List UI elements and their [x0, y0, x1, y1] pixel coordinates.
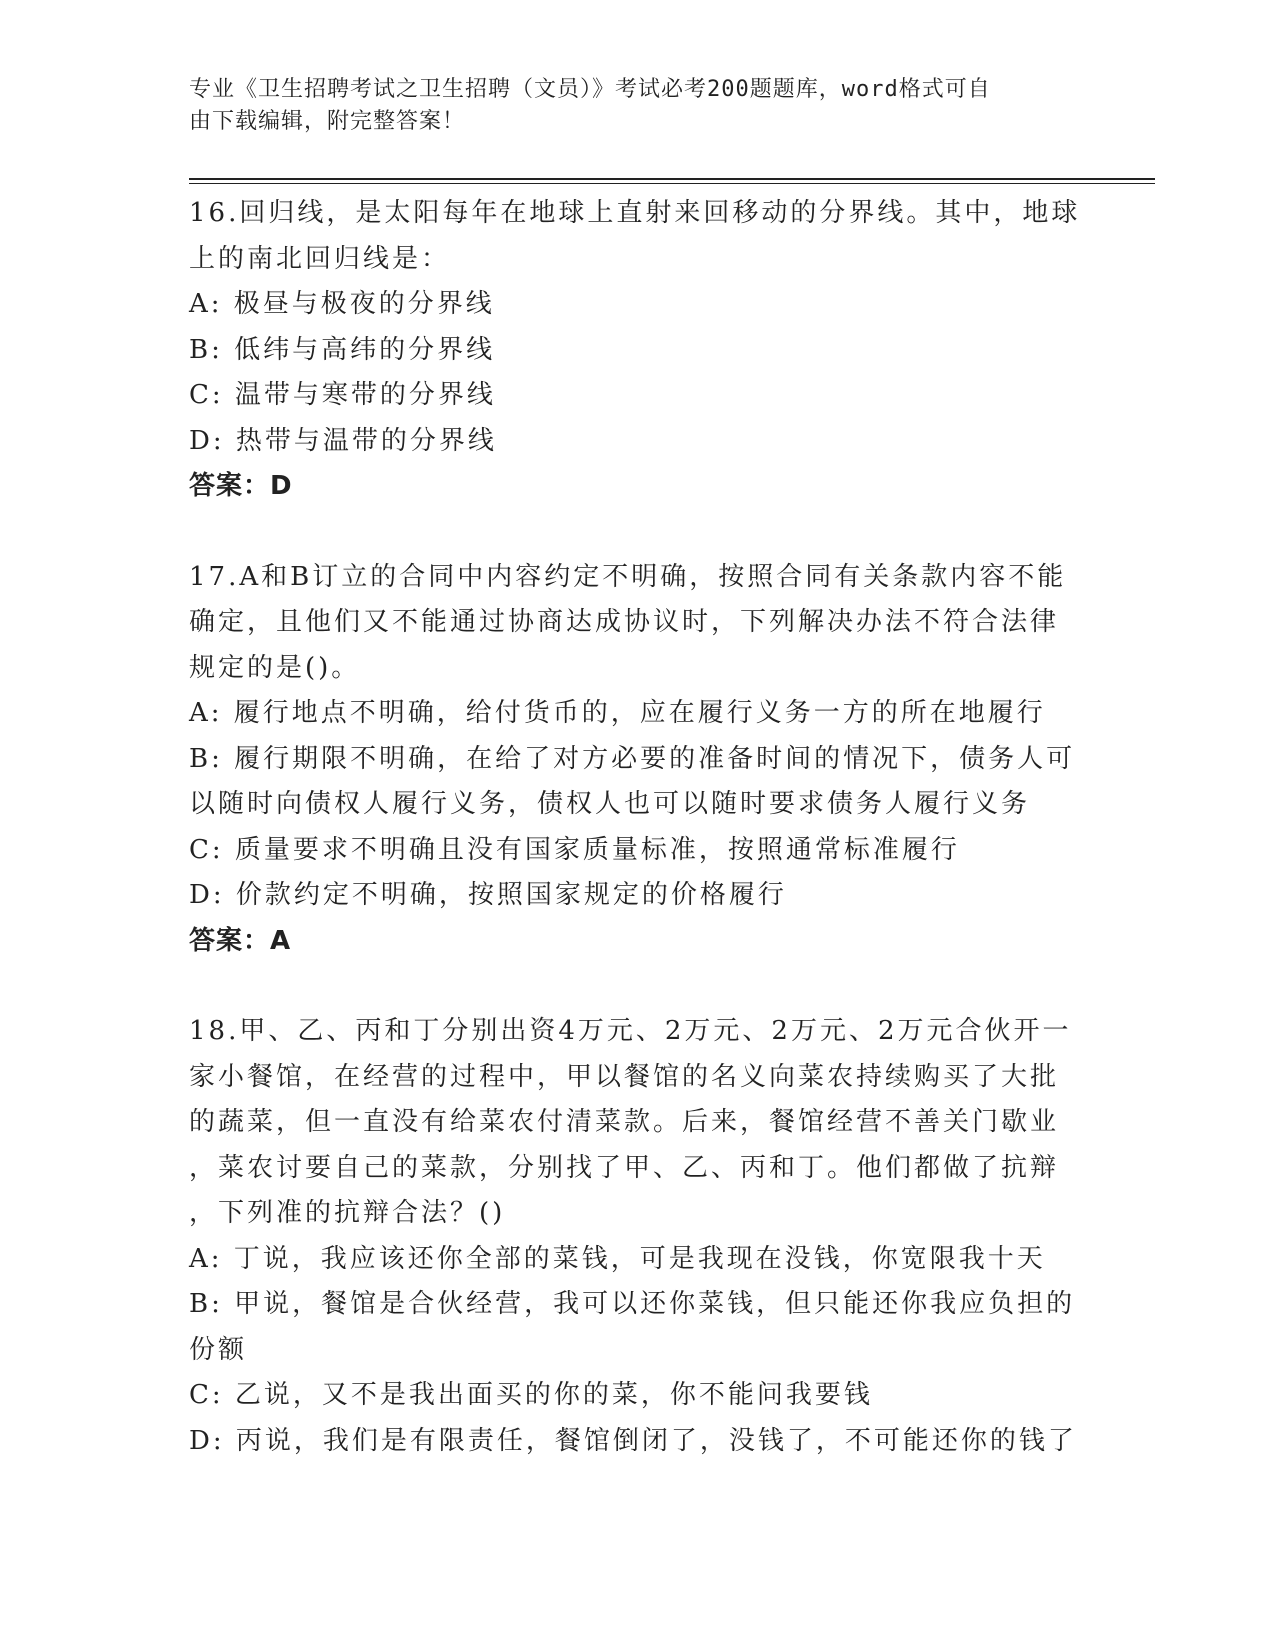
- question-17: [189, 555, 1089, 965]
- header-divider-thick: [189, 178, 1155, 180]
- option-b-continued: 以随时向债权人履行义务，债权人也可以随时要求债务人履行义务: [189, 789, 1031, 819]
- question-stem-line: ，下列准的抗辩合法？(): [189, 1198, 506, 1228]
- question-stem-line: 规定的是()。: [189, 652, 361, 683]
- question-stem-line: 上的南北回归线是：: [189, 243, 451, 274]
- question-stem-line: 确定，且他们又不能通过协商达成协议时，下列解决办法不符合法律: [189, 607, 1060, 637]
- option-b: B: 甲说，餐馆是合伙经营，我可以还你菜钱，但只能还你我应负担的: [189, 1289, 1076, 1319]
- option-d: D: 丙说，我们是有限责任，餐馆倒闭了，没钱了，不可能还你的钱了: [189, 1425, 1077, 1456]
- option-b: B: 低纬与高纬的分界线: [189, 334, 496, 365]
- answer-label: 答案：D: [189, 471, 293, 501]
- option-a: A: 履行地点不明确，给付货币的，应在履行义务一方的所在地履行: [189, 698, 1046, 728]
- question-stem-line: 17.A和B订立的合同中内容约定不明确，按照合同有关条款内容不能: [189, 561, 1067, 592]
- option-d: D: 价款约定不明确，按照国家规定的价格履行: [189, 880, 787, 910]
- document-header: [189, 74, 1069, 138]
- option-a: A: 丁说，我应该还你全部的菜钱，可是我现在没钱，你宽限我十天: [189, 1243, 1046, 1274]
- answer-label: 答案：A: [189, 925, 292, 956]
- option-c: C: 质量要求不明确且没有国家质量标准，按照通常标准履行: [189, 834, 960, 865]
- option-c: C: 温带与寒带的分界线: [189, 380, 496, 410]
- question-stem-line: 家小餐馆，在经营的过程中，甲以餐馆的名义向菜农持续购买了大批: [189, 1061, 1060, 1092]
- question-stem-line: 的蔬菜，但一直没有给菜农付清菜款。后来，餐馆经营不善关门歇业: [189, 1107, 1060, 1137]
- question-stem-line: 18.甲、乙、丙和丁分别出资4万元、2万元、2万元、2万元合伙开一: [189, 1016, 1072, 1046]
- option-d: D: 热带与温带的分界线: [189, 425, 497, 456]
- option-c: C: 乙说，又不是我出面买的你的菜，你不能问我要钱: [189, 1380, 873, 1410]
- question-18: [189, 1009, 1089, 1464]
- question-list: [189, 191, 1089, 1464]
- option-b: B: 履行期限不明确，在给了对方必要的准备时间的情况下，债务人可: [189, 743, 1076, 774]
- header-title-line-1: 专业《卫生招聘考试之卫生招聘（文员）》考试必考200题题库，word格式可自: [189, 77, 991, 102]
- question-stem-line: ，菜农讨要自己的菜款，分别找了甲、乙、丙和丁。他们都做了抗辩: [189, 1152, 1060, 1183]
- question-stem-line: 16.回归线，是太阳每年在地球上直射来回移动的分界线。其中，地球: [189, 198, 1081, 228]
- header-divider-thin: [189, 183, 1155, 184]
- option-b-continued: 份额: [189, 1334, 248, 1365]
- option-a: A: 极昼与极夜的分界线: [189, 289, 495, 319]
- header-title-line-2: 由下载编辑，附完整答案！: [189, 109, 466, 134]
- question-16: [189, 191, 1089, 510]
